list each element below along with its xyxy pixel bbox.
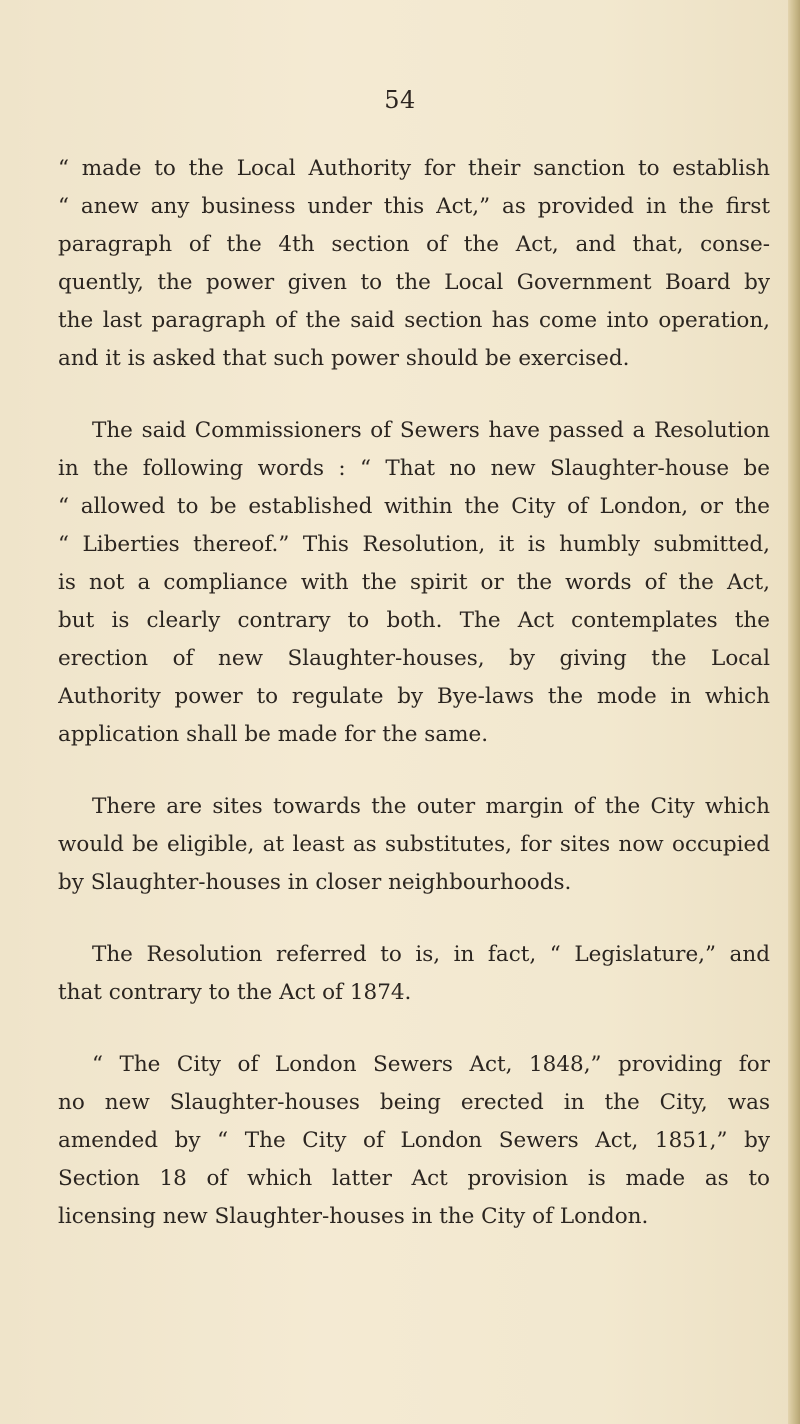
- text-line: quently, the power given to the Local Government Board by: [58, 270, 770, 295]
- text-line: that contrary to the Act of 1874.: [58, 980, 412, 1005]
- page-number: 54: [384, 86, 416, 114]
- text-line: the last paragraph of the said section has come into operation,: [58, 308, 770, 333]
- text-line: would be eligible, at least as substitutes, for sites now occupied: [58, 832, 770, 857]
- text-line: The Resolution referred to is, in fact, “ Legislature,” and: [92, 942, 770, 967]
- text-line: licensing new Slaughter-houses in the City of London.: [58, 1204, 649, 1229]
- paragraph-3: [58, 788, 770, 902]
- text-line: amended by “ The City of London Sewers Act, 1851,” by: [58, 1128, 770, 1153]
- paragraph-2: [58, 412, 770, 754]
- text-line: but is clearly contrary to both. The Act contemplates the: [58, 608, 770, 633]
- text-line: “ made to the Local Authority for their sanction to establish: [58, 156, 770, 181]
- text-line: Section 18 of which latter Act provision is made as to: [58, 1166, 770, 1191]
- text-line: paragraph of the 4th section of the Act, and that, conse-: [58, 232, 770, 257]
- paragraph-1: [58, 150, 770, 378]
- text-line: “ anew any business under this Act,” as provided in the first: [58, 194, 770, 219]
- text-line: Authority power to regulate by Bye-laws the mode in which: [58, 684, 770, 709]
- text-line: “ allowed to be established within the City of London, or the: [58, 494, 770, 519]
- text-line: no new Slaughter-houses being erected in the City, was: [58, 1090, 770, 1115]
- text-line: The said Commissioners of Sewers have passed a Resolution: [92, 418, 770, 443]
- text-line: application shall be made for the same.: [58, 722, 489, 747]
- text-line: “ The City of London Sewers Act, 1848,” providing for: [92, 1052, 770, 1077]
- text-line: and it is asked that such power should be exercised.: [58, 346, 630, 371]
- text-line: “ Liberties thereof.” This Resolution, it is humbly submitted,: [58, 532, 770, 557]
- paragraph-4: [58, 936, 770, 1012]
- body-text: [58, 150, 770, 1270]
- text-line: is not a compliance with the spirit or the words of the Act,: [58, 570, 770, 595]
- text-line: erection of new Slaughter-houses, by giving the Local: [58, 646, 770, 671]
- paragraph-5: [58, 1046, 770, 1236]
- text-line: by Slaughter-houses in closer neighbourhoods.: [58, 870, 572, 895]
- text-line: There are sites towards the outer margin of the City which: [92, 794, 770, 819]
- text-line: in the following words : “ That no new Slaughter-house be: [58, 456, 770, 481]
- page-edge-shadow: [788, 0, 800, 1424]
